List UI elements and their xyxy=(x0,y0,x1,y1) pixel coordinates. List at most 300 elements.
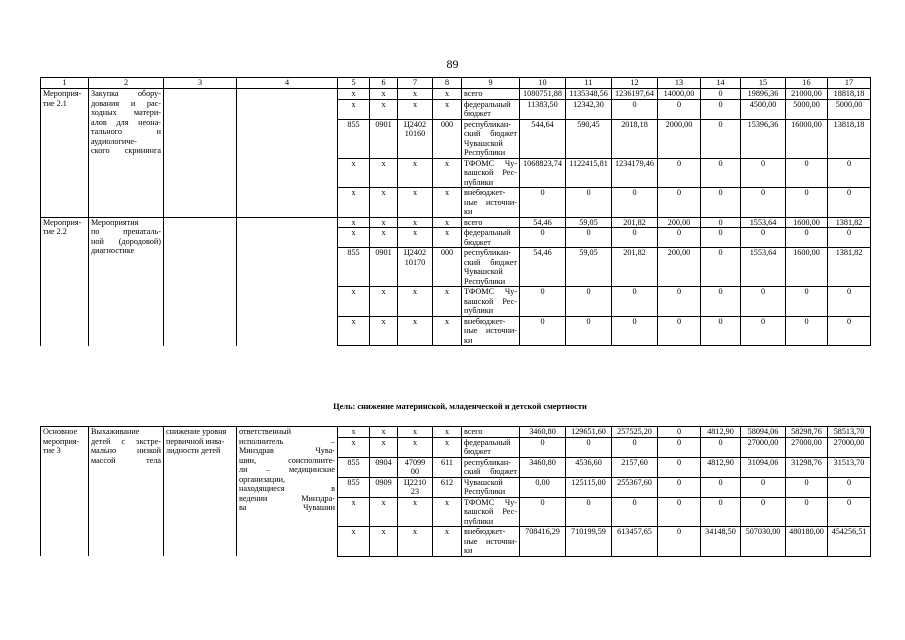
text-line: x xyxy=(412,316,418,326)
section-code-cell: x xyxy=(370,99,398,119)
executor-cell xyxy=(237,89,338,218)
grbs-code-cell: 855 xyxy=(338,119,370,158)
amount-cell: 0 xyxy=(566,497,612,527)
amount-cell: 710199,59 xyxy=(566,527,612,557)
text-line: ответственный xyxy=(239,427,292,436)
amount-cell: 54,46 xyxy=(520,248,566,287)
amount-cell: 0 xyxy=(612,497,658,527)
column-number: 2 xyxy=(89,78,164,89)
amount-cell: 15396,36 xyxy=(741,119,786,158)
amount-cell: 201,82 xyxy=(612,217,658,228)
amount-cell: 0 xyxy=(701,119,741,158)
text-line: массой тела xyxy=(91,455,161,465)
section-code-cell: 0901 xyxy=(370,248,398,287)
text-line: ский бюджет xyxy=(464,129,517,138)
amount-cell: 0 xyxy=(612,188,658,218)
amount-cell: 31094,06 xyxy=(741,457,786,477)
target-item-cell xyxy=(398,427,433,438)
text-line: Мероприя- xyxy=(43,217,82,227)
text-line: тие 2.1 xyxy=(43,98,67,108)
target-item-cell xyxy=(398,457,433,477)
amount-cell: 3460,80 xyxy=(520,457,566,477)
amount-cell: 0 xyxy=(566,316,612,346)
text-line: x xyxy=(412,527,418,536)
section-code-cell: 0901 xyxy=(370,119,398,158)
section-code-cell: x xyxy=(370,527,398,557)
expense-type-cell: x xyxy=(433,497,462,527)
expense-type-cell: x xyxy=(433,437,462,457)
text-line: бюджет xyxy=(464,109,491,118)
amount-cell: 1135348,56 xyxy=(566,89,612,100)
section-code-cell: x xyxy=(370,217,398,228)
amount-cell: 0 xyxy=(786,497,828,527)
measure-cell xyxy=(41,89,89,218)
text-line: алов для неона- xyxy=(91,117,161,127)
amount-cell: 0 xyxy=(658,527,701,557)
amount-cell: 12342,30 xyxy=(566,99,612,119)
amount-cell: 2157,60 xyxy=(612,457,658,477)
expense-type-cell: x xyxy=(433,316,462,346)
amount-cell: 0 xyxy=(741,316,786,346)
amount-cell: 31513,70 xyxy=(828,457,871,477)
amount-cell: 0 xyxy=(828,228,871,248)
text-line: мероприя- xyxy=(43,436,80,446)
column-number: 11 xyxy=(566,78,612,89)
amount-cell: 0 xyxy=(786,316,828,346)
text-line: диагностике xyxy=(91,246,135,255)
measure-name-cell xyxy=(89,89,164,218)
amount-cell: 0 xyxy=(701,228,741,248)
funding-source-cell xyxy=(462,457,520,477)
amount-cell: 0 xyxy=(828,287,871,317)
measure-name-cell xyxy=(89,217,164,346)
section-code-cell: x xyxy=(370,427,398,438)
column-number: 9 xyxy=(462,78,520,89)
target-item-cell xyxy=(398,316,433,346)
funding-source-cell xyxy=(462,477,520,497)
column-number: 5 xyxy=(338,78,370,89)
funding-source-cell xyxy=(462,228,520,248)
amount-cell: 201,82 xyxy=(612,248,658,287)
amount-cell: 21000,00 xyxy=(786,89,828,100)
amount-cell: 0 xyxy=(701,437,741,457)
funding-source-cell xyxy=(462,287,520,317)
text-line: x xyxy=(412,158,418,168)
target-item-cell xyxy=(398,158,433,188)
funding-source-cell xyxy=(462,316,520,346)
goal-heading: Цель: снижение материнской, младенческой и детской смертности xyxy=(333,402,587,411)
grbs-code-cell: x xyxy=(338,497,370,527)
amount-cell: 0 xyxy=(741,497,786,527)
text-line: ные источни- xyxy=(464,536,517,546)
expense-type-cell: 000 xyxy=(433,119,462,158)
amount-cell: 54,46 xyxy=(520,217,566,228)
text-line: ский бюджет xyxy=(464,467,517,476)
amount-cell: 0 xyxy=(828,316,871,346)
funding-source-cell xyxy=(462,497,520,527)
text-line: ТФОМС Чу- xyxy=(464,497,517,507)
amount-cell: 129651,60 xyxy=(566,427,612,438)
text-line: ки xyxy=(464,207,473,216)
amount-cell: 0 xyxy=(828,158,871,188)
amount-cell: 257525,20 xyxy=(612,427,658,438)
text-line: организации, xyxy=(239,474,286,484)
amount-cell: 0 xyxy=(701,497,741,527)
text-line: федеральный xyxy=(464,99,511,109)
target-item-cell xyxy=(398,119,433,158)
target-item-cell xyxy=(398,217,433,228)
grbs-code-cell: x xyxy=(338,437,370,457)
funding-source-cell xyxy=(462,427,520,438)
budget-table-part-1 xyxy=(40,77,871,346)
amount-cell: 11383,50 xyxy=(520,99,566,119)
table-row xyxy=(41,89,871,100)
amount-cell: 255367,60 xyxy=(612,477,658,497)
text-line: первичной инва- xyxy=(166,436,225,446)
executor-cell xyxy=(237,217,338,346)
executor-cell xyxy=(237,427,338,557)
target-item-cell xyxy=(398,99,433,119)
expense-type-cell: 000 xyxy=(433,248,462,287)
section-code-cell: x xyxy=(370,287,398,317)
target-item-cell xyxy=(398,188,433,218)
section-code-cell: 0909 xyxy=(370,477,398,497)
column-number: 15 xyxy=(741,78,786,89)
text-line: публики xyxy=(464,306,494,315)
grbs-code-cell: x xyxy=(338,527,370,557)
text-line: 10170 xyxy=(404,257,426,267)
section-code-cell: x xyxy=(370,89,398,100)
text-line: Минздрав Чува- xyxy=(239,446,335,455)
text-line: тального и xyxy=(91,127,161,136)
text-line: ли – медицинские xyxy=(239,465,335,474)
text-line: республикан- xyxy=(464,119,511,129)
text-line: 00 xyxy=(410,467,420,476)
section-code-cell: x xyxy=(370,437,398,457)
text-line: Ц2402 xyxy=(403,248,427,257)
indicator-cell xyxy=(164,217,237,346)
amount-cell: 5000,00 xyxy=(786,99,828,119)
text-line: по пренаталь- xyxy=(91,227,161,236)
expense-type-cell: x xyxy=(433,217,462,228)
amount-cell: 480180,00 xyxy=(786,527,828,557)
amount-cell: 0 xyxy=(658,497,701,527)
text-line: Чувашской xyxy=(464,138,503,148)
amount-cell: 0 xyxy=(658,287,701,317)
text-line: ки xyxy=(464,546,473,555)
amount-cell: 0 xyxy=(658,188,701,218)
target-item-cell xyxy=(398,287,433,317)
text-line: Ц2210 xyxy=(403,477,427,487)
section-code-cell: x xyxy=(370,158,398,188)
indicator-cell xyxy=(164,427,237,557)
text-line: x xyxy=(412,217,418,227)
grbs-code-cell: 855 xyxy=(338,457,370,477)
grbs-code-cell: 855 xyxy=(338,248,370,287)
funding-source-cell xyxy=(462,527,520,557)
expense-type-cell: 611 xyxy=(433,457,462,477)
text-line: ходных матери- xyxy=(91,108,161,117)
amount-cell: 613457,65 xyxy=(612,527,658,557)
amount-cell: 0 xyxy=(566,228,612,248)
section-code-cell: x xyxy=(370,228,398,248)
text-line: Основное xyxy=(43,427,78,436)
text-line: Мероприятия xyxy=(91,217,139,227)
amount-cell: 1600,00 xyxy=(786,248,828,287)
text-line: ТФОМС Чу- xyxy=(464,287,517,296)
text-line: вашской Рес- xyxy=(464,507,517,516)
amount-cell: 0 xyxy=(828,497,871,527)
amount-cell: 4536,60 xyxy=(566,457,612,477)
amount-cell: 0 xyxy=(612,228,658,248)
column-number: 13 xyxy=(658,78,701,89)
amount-cell: 507030,00 xyxy=(741,527,786,557)
amount-cell: 0 xyxy=(520,437,566,457)
amount-cell: 454256,51 xyxy=(828,527,871,557)
text-line: x xyxy=(412,99,418,109)
text-line: лидности детей xyxy=(166,446,221,455)
amount-cell: 0 xyxy=(658,457,701,477)
amount-cell: 0 xyxy=(658,437,701,457)
amount-cell: 0 xyxy=(612,99,658,119)
amount-cell: 13818,18 xyxy=(828,119,871,158)
indicator-cell xyxy=(164,89,237,218)
text-line: x xyxy=(412,427,418,436)
text-line: ва Чувашии xyxy=(239,503,335,512)
text-line: публики xyxy=(464,177,494,187)
grbs-code-cell: x xyxy=(338,188,370,218)
text-line: всего xyxy=(464,217,483,227)
amount-cell: 0 xyxy=(741,188,786,218)
funding-source-cell xyxy=(462,437,520,457)
text-line: исполнитель – xyxy=(239,436,335,446)
target-item-cell xyxy=(398,89,433,100)
expense-type-cell: x xyxy=(433,99,462,119)
amount-cell: 0 xyxy=(701,158,741,188)
text-line: x xyxy=(412,89,418,98)
text-line: внебюджет- xyxy=(464,527,506,536)
text-line: аудиологиче- xyxy=(91,136,137,146)
amount-cell: 2000,00 xyxy=(658,119,701,158)
text-line: федеральный xyxy=(464,228,511,237)
measure-name-cell xyxy=(89,427,164,557)
amount-cell: 0 xyxy=(701,188,741,218)
amount-cell: 18818,18 xyxy=(828,89,871,100)
column-number: 17 xyxy=(828,78,871,89)
text-line: всего xyxy=(464,89,483,98)
expense-type-cell: x xyxy=(433,228,462,248)
target-item-cell xyxy=(398,497,433,527)
text-line: тие 3 xyxy=(43,446,61,455)
text-line: ТФОМС Чу- xyxy=(464,158,517,168)
amount-cell: 0 xyxy=(612,287,658,317)
amount-cell: 0 xyxy=(701,477,741,497)
text-line: ведении Минздра- xyxy=(239,493,335,503)
text-line: x xyxy=(412,497,418,507)
expense-type-cell: 612 xyxy=(433,477,462,497)
amount-cell: 16000,00 xyxy=(786,119,828,158)
grbs-code-cell: x xyxy=(338,228,370,248)
amount-cell: 0 xyxy=(741,477,786,497)
grbs-code-cell: x xyxy=(338,427,370,438)
text-line: шии, соисполните- xyxy=(239,455,335,465)
text-line: ки xyxy=(464,335,473,345)
text-line: бюджет xyxy=(464,447,491,456)
amount-cell: 0 xyxy=(566,287,612,317)
amount-cell: 59,05 xyxy=(566,217,612,228)
amount-cell: 200,00 xyxy=(658,217,701,228)
amount-cell: 0 xyxy=(701,89,741,100)
text-line: тие 2.2 xyxy=(43,227,67,236)
text-line: республикан- xyxy=(464,248,511,257)
amount-cell: 200,00 xyxy=(658,248,701,287)
amount-cell: 0 xyxy=(701,287,741,317)
text-line: вашской Рес- xyxy=(464,296,517,306)
text-line: внебюджет- xyxy=(464,188,506,197)
expense-type-cell: x xyxy=(433,287,462,317)
text-line: всего xyxy=(464,427,483,436)
amount-cell: 1122415,81 xyxy=(566,158,612,188)
text-line: ные источни- xyxy=(464,197,517,207)
funding-source-cell xyxy=(462,89,520,100)
table-row xyxy=(41,427,871,438)
grbs-code-cell: 855 xyxy=(338,477,370,497)
amount-cell: 0 xyxy=(612,316,658,346)
amount-cell: 0 xyxy=(658,316,701,346)
amount-cell: 2018,18 xyxy=(612,119,658,158)
target-item-cell xyxy=(398,437,433,457)
page-number: 89 xyxy=(446,57,459,71)
text-line: x xyxy=(412,287,418,296)
expense-type-cell: x xyxy=(433,427,462,438)
funding-source-cell xyxy=(462,188,520,218)
amount-cell: 1080751,88 xyxy=(520,89,566,100)
grbs-code-cell: x xyxy=(338,287,370,317)
measure-cell xyxy=(41,217,89,346)
expense-type-cell: x xyxy=(433,527,462,557)
amount-cell: 0 xyxy=(658,427,701,438)
column-number: 12 xyxy=(612,78,658,89)
amount-cell: 31298,76 xyxy=(786,457,828,477)
text-line: Республики xyxy=(464,148,506,157)
column-number: 3 xyxy=(164,78,237,89)
amount-cell: 590,45 xyxy=(566,119,612,158)
amount-cell: 0 xyxy=(741,228,786,248)
text-line: федеральный xyxy=(464,437,511,447)
amount-cell: 4812,90 xyxy=(701,427,741,438)
text-line: мально низкой xyxy=(91,446,161,455)
text-line: Чувашской xyxy=(464,267,503,276)
amount-cell: 5000,00 xyxy=(828,99,871,119)
amount-cell: 27000,00 xyxy=(828,437,871,457)
column-number: 6 xyxy=(370,78,398,89)
text-line: Республики xyxy=(464,276,506,286)
grbs-code-cell: x xyxy=(338,316,370,346)
column-number: 16 xyxy=(786,78,828,89)
amount-cell: 0 xyxy=(786,188,828,218)
amount-cell: 0 xyxy=(741,158,786,188)
grbs-code-cell: x xyxy=(338,99,370,119)
amount-cell: 0 xyxy=(786,287,828,317)
amount-cell: 1068823,74 xyxy=(520,158,566,188)
text-line: бюджет xyxy=(464,237,491,247)
amount-cell: 4812,90 xyxy=(701,457,741,477)
amount-cell: 1381,82 xyxy=(828,248,871,287)
amount-cell: 4500,00 xyxy=(741,99,786,119)
amount-cell: 0 xyxy=(701,316,741,346)
expense-type-cell: x xyxy=(433,89,462,100)
amount-cell: 27000,00 xyxy=(786,437,828,457)
amount-cell: 1553,64 xyxy=(741,217,786,228)
amount-cell: 1236197,64 xyxy=(612,89,658,100)
amount-cell: 1553,64 xyxy=(741,248,786,287)
funding-source-cell xyxy=(462,99,520,119)
grbs-code-cell: x xyxy=(338,217,370,228)
table-row xyxy=(41,217,871,228)
expense-type-cell: x xyxy=(433,188,462,218)
amount-cell: 0 xyxy=(658,99,701,119)
amount-cell: 0 xyxy=(566,437,612,457)
amount-cell: 34148,50 xyxy=(701,527,741,557)
funding-source-cell xyxy=(462,248,520,287)
section-code-cell: x xyxy=(370,497,398,527)
amount-cell: 0 xyxy=(701,217,741,228)
target-item-cell xyxy=(398,228,433,248)
amount-cell: 0 xyxy=(658,158,701,188)
amount-cell: 1600,00 xyxy=(786,217,828,228)
expense-type-cell: x xyxy=(433,158,462,188)
column-number: 14 xyxy=(701,78,741,89)
text-line: Выхаживание xyxy=(91,427,140,436)
amount-cell: 3460,80 xyxy=(520,427,566,438)
amount-cell: 58513,70 xyxy=(828,427,871,438)
amount-cell: 0 xyxy=(828,477,871,497)
text-line: 47099 xyxy=(404,457,426,467)
column-number: 8 xyxy=(433,78,462,89)
text-line: находящиеся в xyxy=(239,484,335,493)
amount-cell: 0 xyxy=(701,248,741,287)
amount-cell: 0 xyxy=(520,188,566,218)
amount-cell: 0 xyxy=(701,99,741,119)
amount-cell: 544,64 xyxy=(520,119,566,158)
funding-source-cell xyxy=(462,119,520,158)
text-line: дования и рас- xyxy=(91,98,161,108)
grbs-code-cell: x xyxy=(338,158,370,188)
amount-cell: 27000,00 xyxy=(741,437,786,457)
amount-cell: 0 xyxy=(566,188,612,218)
amount-cell: 0 xyxy=(786,477,828,497)
amount-cell: 1381,82 xyxy=(828,217,871,228)
amount-cell: 125115,00 xyxy=(566,477,612,497)
target-item-cell xyxy=(398,248,433,287)
section-code-cell: 0904 xyxy=(370,457,398,477)
text-line: ные источни- xyxy=(464,326,517,335)
text-line: детей с экстре- xyxy=(91,436,161,446)
target-item-cell xyxy=(398,527,433,557)
amount-cell: 0,00 xyxy=(520,477,566,497)
amount-cell: 0 xyxy=(741,287,786,317)
amount-cell: 1234179,46 xyxy=(612,158,658,188)
text-line: Республики xyxy=(464,487,506,496)
column-number: 10 xyxy=(520,78,566,89)
amount-cell: 58094,06 xyxy=(741,427,786,438)
column-number: 7 xyxy=(398,78,433,89)
amount-cell: 19896,36 xyxy=(741,89,786,100)
amount-cell: 0 xyxy=(658,477,701,497)
text-line: Мероприя- xyxy=(43,89,82,98)
amount-cell: 0 xyxy=(786,228,828,248)
amount-cell: 0 xyxy=(828,188,871,218)
